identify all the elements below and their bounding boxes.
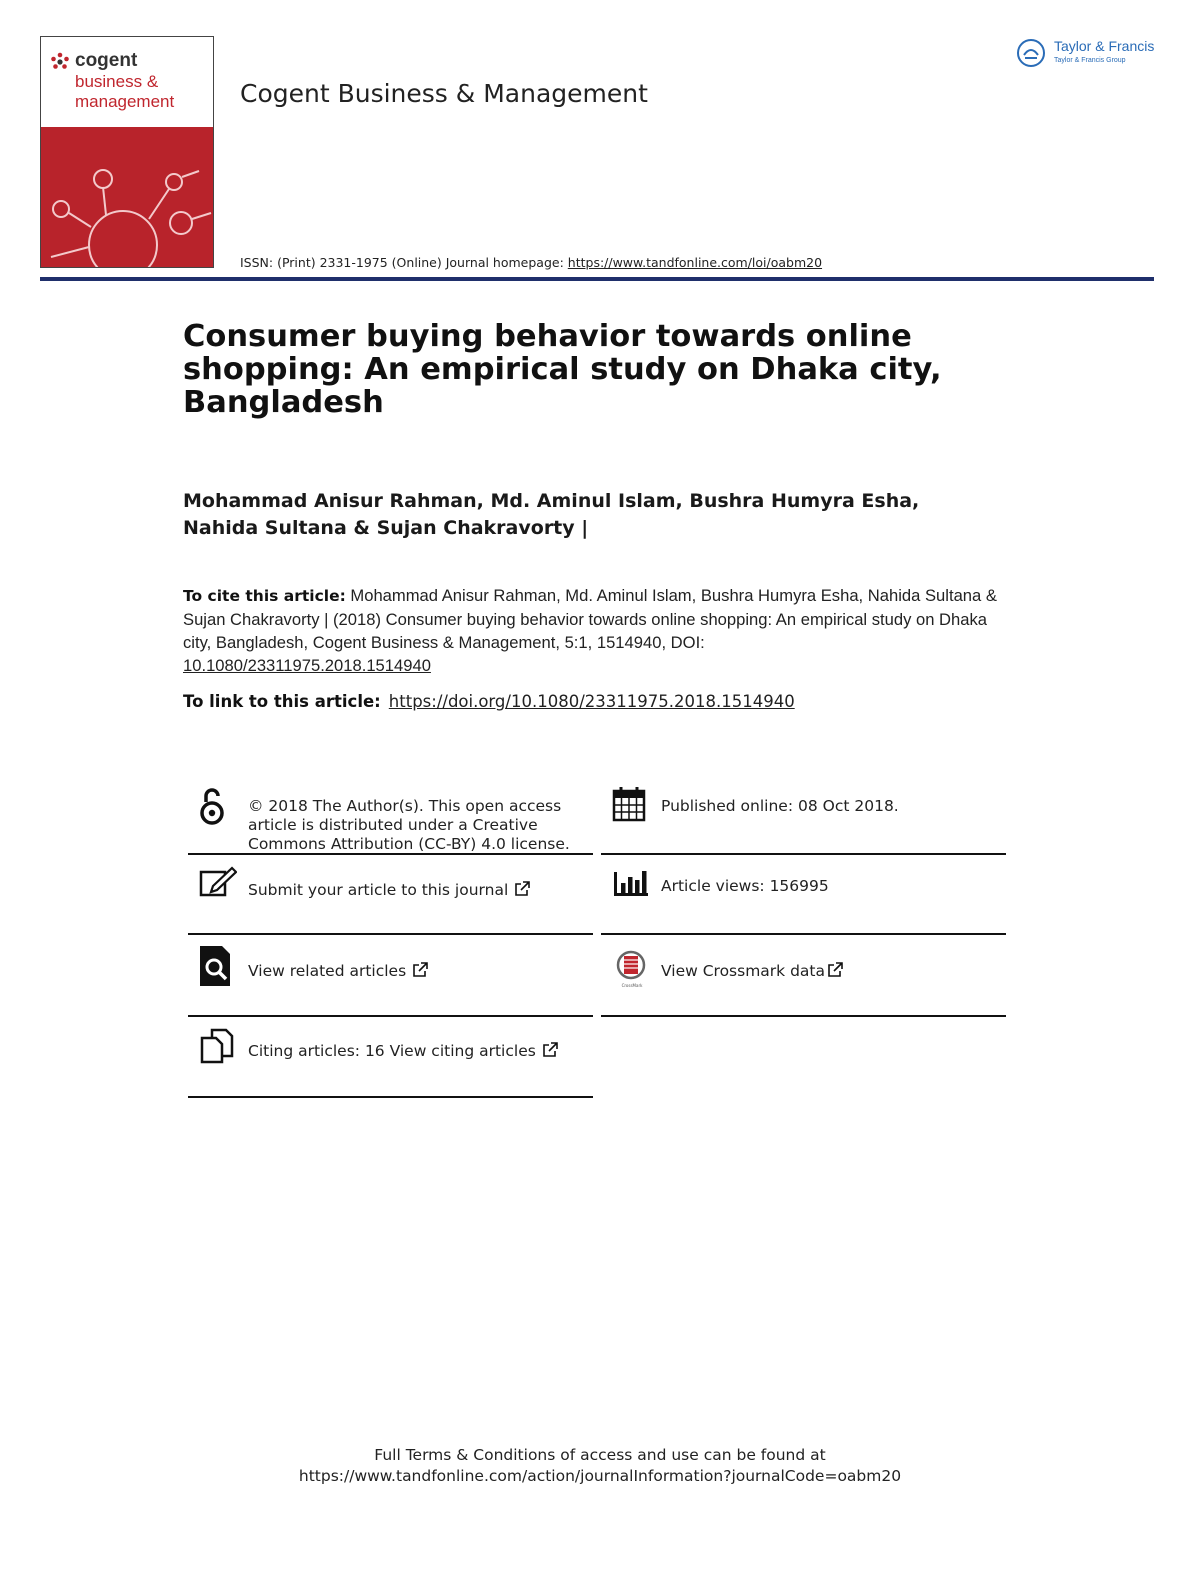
cell-divider	[188, 1015, 593, 1017]
related-articles-icon	[200, 946, 232, 986]
article-link-line	[183, 690, 1013, 713]
crossmark-label: View Crossmark data	[661, 962, 825, 980]
header-divider	[40, 277, 1154, 281]
license-text	[248, 797, 570, 854]
citing-articles-label: Citing articles: 16 View citing articles	[248, 1042, 536, 1060]
cell-divider	[601, 1015, 1006, 1017]
taylor-francis-emblem-icon	[1016, 38, 1046, 68]
external-link-icon	[827, 962, 843, 978]
journal-cover	[40, 36, 214, 268]
published-date: Published online: 08 Oct 2018.	[661, 797, 899, 815]
cell-divider	[601, 933, 1006, 935]
license-line-1: © 2018 The Author(s). This open access	[248, 797, 562, 815]
cover-brand: cogent	[75, 50, 138, 71]
cell-divider	[601, 853, 1006, 855]
issn-line	[240, 255, 822, 270]
submit-article-link[interactable]	[248, 881, 530, 900]
license-line-2: article is distributed under a Creative	[248, 816, 538, 834]
cover-subject-line1: business &	[75, 72, 159, 91]
issn-text: ISSN: (Print) 2331-1975 (Online) Journal homepage:	[240, 255, 568, 270]
cover-subject-line2: management	[75, 92, 175, 111]
bar-chart-icon	[612, 868, 650, 898]
cite-label: To cite this article:	[183, 587, 346, 605]
open-access-icon	[198, 786, 226, 826]
calendar-icon	[612, 786, 646, 822]
citing-articles-link[interactable]	[248, 1042, 558, 1061]
external-link-icon	[412, 962, 428, 978]
authors-line-1: Mohammad Anisur Rahman, Md. Aminul Islam, Bushra Humyra Esha,	[183, 490, 920, 512]
publisher-tagline: Taylor & Francis Group	[1054, 57, 1126, 64]
journal-homepage-link[interactable]: https://www.tandfonline.com/loi/oabm20	[567, 255, 823, 270]
article-views: Article views: 156995	[661, 877, 829, 895]
related-articles-link[interactable]	[248, 962, 428, 981]
article-title: Consumer buying behavior towards online shopping: An empirical study on Dhaka city, Bangladesh	[183, 319, 942, 420]
license-line-3: Commons Attribution (CC-BY) 4.0 license.	[248, 835, 570, 853]
edit-icon	[199, 866, 237, 898]
crossmark-badge-text: CrossMark	[621, 983, 643, 988]
cell-divider	[188, 933, 593, 935]
footer-terms-url[interactable]: https://www.tandfonline.com/action/journalInformation?journalCode=oabm20	[298, 1467, 902, 1485]
cell-divider	[188, 853, 593, 855]
taylor-francis-logo[interactable]	[1016, 38, 1156, 68]
publisher-name: Taylor & Francis	[1054, 38, 1155, 54]
journal-title: Cogent Business & Management	[240, 79, 648, 108]
crossmark-link[interactable]	[661, 962, 843, 981]
link-label: To link to this article:	[183, 692, 381, 711]
cite-text: Mohammad Anisur Rahman, Md. Aminul Islam, Bushra Humyra Esha, Nahida Sultana & Sujan Chakravorty | (2018) Consumer buying behavior towards online shopping: An empirical study on Dhaka city, Bangladesh, Cogent Business & Management, 5:1, 1514940, DOI:	[183, 586, 997, 652]
doi-link[interactable]: 10.1080/23311975.2018.1514940	[183, 656, 431, 675]
crossmark-icon	[614, 950, 648, 982]
article-authors	[183, 488, 1003, 542]
footer-terms-text: Full Terms & Conditions of access and use can be found at	[374, 1446, 826, 1464]
cogent-star-icon	[49, 51, 71, 73]
article-doi-url[interactable]: https://doi.org/10.1080/23311975.2018.1514940	[388, 692, 795, 711]
external-link-icon	[514, 881, 530, 897]
authors-line-2: Nahida Sultana & Sujan Chakravorty |	[183, 517, 589, 539]
citation-block	[183, 584, 1013, 677]
cover-artwork	[41, 127, 213, 268]
submit-article-label: Submit your article to this journal	[248, 881, 509, 899]
cell-divider	[188, 1096, 593, 1098]
footer	[0, 1445, 1200, 1487]
molecule-graphic	[41, 127, 214, 268]
citing-articles-icon	[200, 1028, 236, 1064]
related-articles-label: View related articles	[248, 962, 407, 980]
external-link-icon	[542, 1042, 558, 1058]
